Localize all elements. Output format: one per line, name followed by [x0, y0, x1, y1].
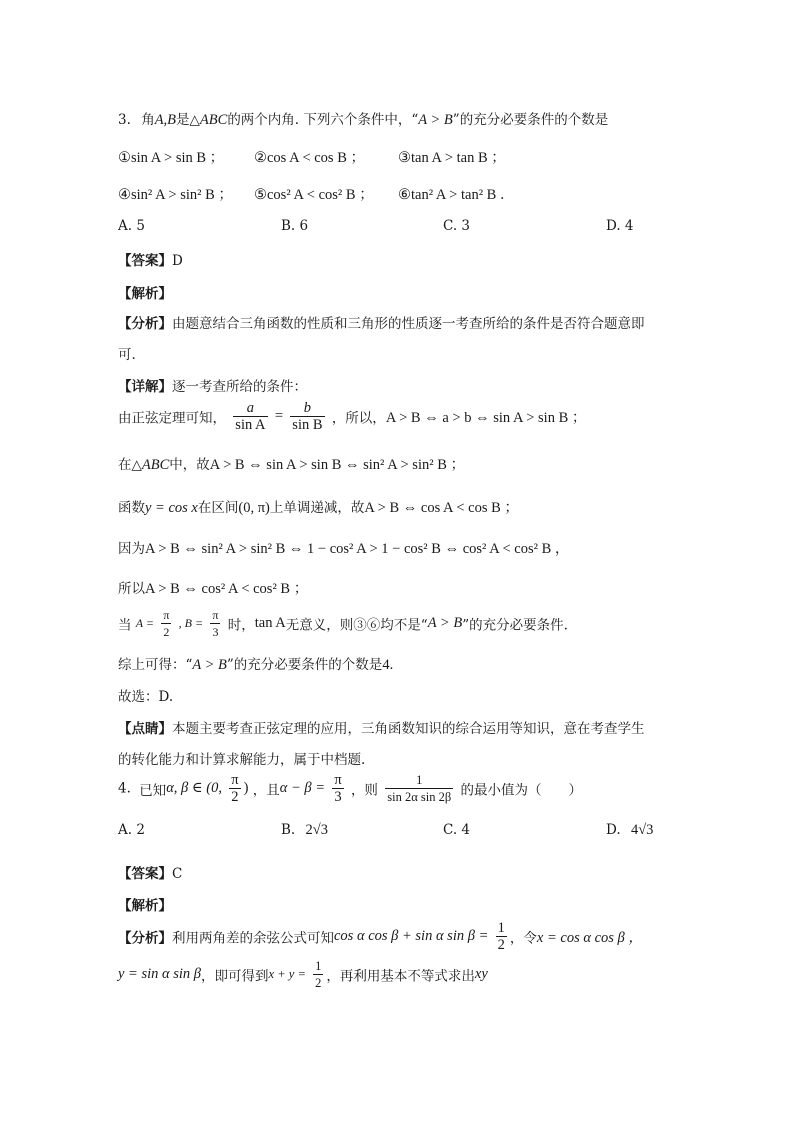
q4-option-a: A. 2 [118, 822, 145, 838]
q4-fenxi-line2: y = sin α sin β，即可得到x + y = $\frac{1}{2}$ ，再利用基本不等式求出xy [118, 959, 488, 990]
q3-answer [118, 249, 183, 269]
q4-option-b: B. 2√3 [281, 822, 328, 838]
fraction: $\frac{a}{\text{sin A}}$ [235, 400, 266, 433]
q3-condition-4: ④sin² A > sin² B ； [118, 187, 233, 203]
q3-option-b: B. 6 [281, 218, 309, 234]
q3-condition-2: ②cos A < cos B ； [254, 150, 366, 166]
q3-detail-line3: 函数y = cos x在区间(0, π)上单调递减，故A > B ⇔ cos A < cos B ； [118, 500, 519, 516]
answer-value: C [172, 866, 183, 882]
q3-option-c: C. 3 [443, 218, 471, 234]
q4-stem: 4. 已知α, β ∈ (0, $\frac{\pi}{2}$ ) ，且α − β = $\frac{\pi}{3}$ ，则 $\frac{1}{\text{sin 2α sin 2β}}$ 的最小值为（ ） [118, 772, 582, 805]
q4-number: 4. [118, 780, 131, 797]
q3-fenxi-line2: 可. [118, 347, 136, 363]
q4-fenxi-line1: 【分析】利用两角差的余弦公式可知cos α cos β + sin α sin β = $\frac{1}{2}$ ，令x = cos α cos β ， [118, 920, 643, 953]
q3-detail-line7: 综上可得：“A > B”的充分必要条件的个数是4. [118, 657, 394, 673]
q3-detail-line6: 当 A = $\frac{\pi}{2}$ , B = $\frac{\pi}{3}$ 时，tan A无意义，则③⑥均不是“A > B”的充分必要条件. [118, 608, 568, 639]
q4-option-d: D. 4√3 [606, 822, 654, 838]
fraction: $\frac{1}{\text{sin 2α sin 2β}}$ [387, 773, 452, 804]
q3-condition-1: ①sin A > sin B ； [118, 150, 225, 166]
q3-option-a: A. 5 [118, 218, 145, 234]
q4-answer [118, 862, 182, 882]
answer-tag: 【答案】 [118, 866, 172, 882]
fraction: $\frac{\pi}{2}$ [231, 772, 239, 805]
q3-detail-intro: 【详解】逐一考查所给的条件： [118, 379, 307, 395]
q3-detail-line1: 由正弦定理可知， $\frac{a}{\text{sin A}}$ = $\frac{b}{\text{sin B}}$ ，所以，A > B ⇔ a > b ⇔ sin A > sin B ； [118, 400, 587, 433]
q3-condition-5: ⑤cos² A < cos² B ； [254, 187, 374, 203]
fraction: $\frac{1}{2}$ [315, 959, 322, 990]
answer-value: D [172, 253, 183, 269]
q4-analysis-tag: 【解析】 [118, 898, 172, 914]
q3-dianjing-line1: 【点睛】本题主要考查正弦定理的应用，三角函数知识的综合运用等知识，意在考查学生 [118, 721, 645, 737]
fraction: $\frac{b}{\text{sin B}}$ [292, 400, 323, 433]
q3-option-d: D. 4 [606, 218, 634, 234]
q4-option-c: C. 4 [443, 822, 471, 838]
q3-fenxi-line1: 【分析】由题意结合三角函数的性质和三角形的性质逐一考查所给的条件是否符合题意即 [118, 316, 645, 332]
fraction: $\frac{\pi}{3}$ [334, 772, 342, 805]
q3-detail-line4: 因为A > B ⇔ sin² A > sin² B ⇔ 1 − cos² A > 1 − cos² B ⇔ cos² A < cos² B ， [118, 541, 570, 557]
fraction: $\frac{1}{2}$ [497, 920, 505, 953]
fraction: $\frac{\pi}{2}$ [163, 608, 170, 639]
fraction: $\frac{\pi}{3}$ [212, 608, 219, 639]
q3-stem: 3. 角A,B是△ABC的两个内角. 下列六个条件中，“A > B”的充分必要条件的个数是 [118, 112, 609, 128]
q3-condition-3: ③tan A > tan B ； [398, 150, 506, 166]
answer-tag: 【答案】 [118, 253, 172, 269]
q3-dianjing-line2: 的转化能力和计算求解能力，属于中档题. [118, 752, 366, 768]
q3-detail-line8: 故选：D. [118, 689, 174, 705]
q3-detail-line2: 在△ABC中，故A > B ⇔ sin A > sin B ⇔ sin² A > sin² B ； [118, 457, 465, 473]
q3-analysis-tag: 【解析】 [118, 286, 172, 302]
q3-condition-6: ⑥tan² A > tan² B ． [398, 187, 515, 203]
q3-detail-line5: 所以A > B ⇔ cos² A < cos² B ； [118, 581, 309, 597]
q3-number: 3. [118, 112, 131, 128]
